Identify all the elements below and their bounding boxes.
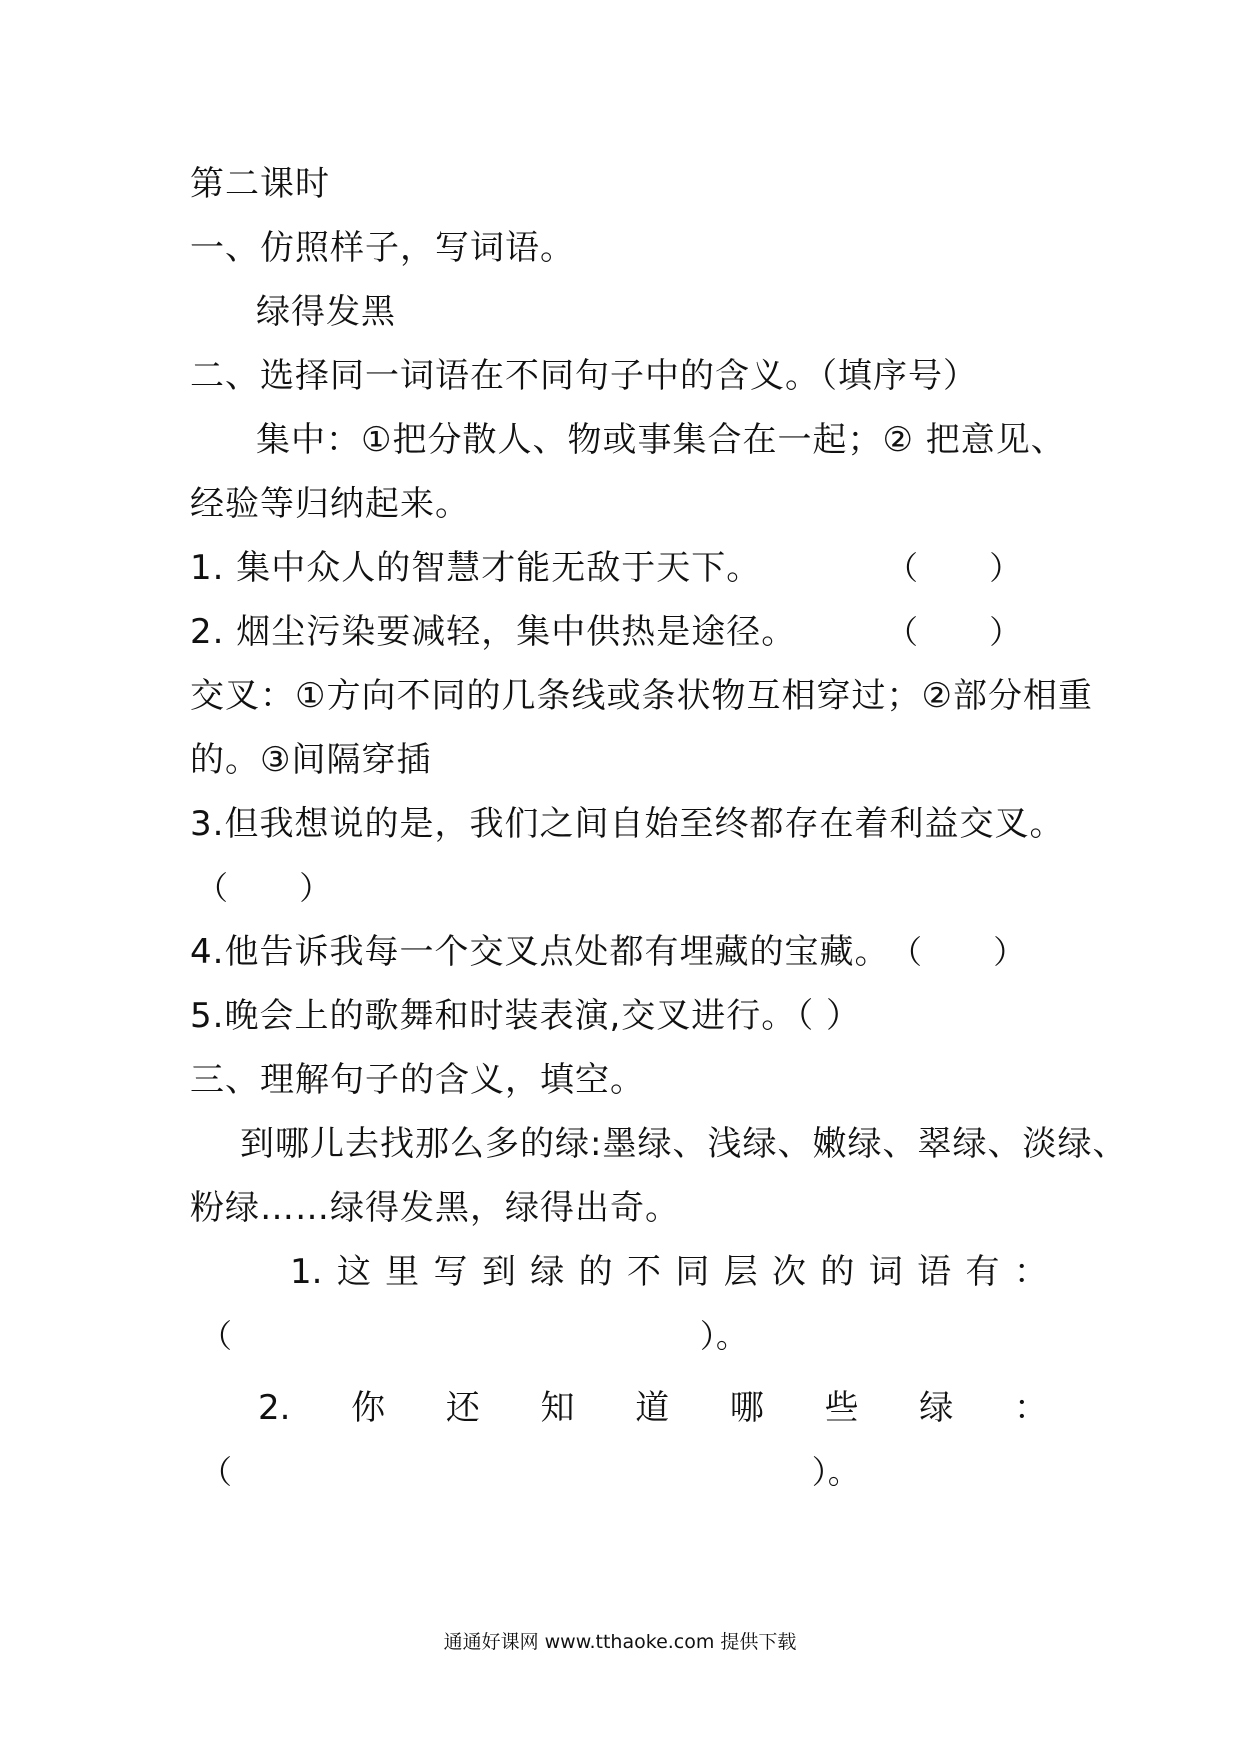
word: 写 <box>433 1252 468 1292</box>
word: 同 <box>675 1252 710 1292</box>
passage-line1: 到哪儿去找那么多的绿:墨绿、浅绿、嫩绿、翠绿、淡绿、 <box>240 1124 1128 1164</box>
download-footer: 通通好课网 www.tthaoke.com 提供下载 <box>443 1631 797 1653</box>
question-2-answer-blank[interactable]: （ ） <box>886 613 1022 651</box>
section-3-heading: 三、理解句子的含义，填空。 <box>190 1060 645 1100</box>
definition-jiaocha-line2: 的。③间隔穿插 <box>190 740 432 780</box>
question-3: 3.但我想说的是，我们之间自始至终都存在着利益交叉。 <box>190 804 1065 844</box>
word: 层 <box>723 1252 758 1292</box>
definition-jizhong-line2: 经验等归纳起来。 <box>190 484 470 524</box>
word: 绿 <box>530 1252 565 1292</box>
word: 你 <box>351 1388 386 1428</box>
word: 些 <box>824 1388 859 1428</box>
word: 2. <box>258 1388 291 1428</box>
word: 还 <box>445 1388 480 1428</box>
question-1-answer-blank[interactable]: （ ） <box>886 549 1022 587</box>
section-1-example: 绿得发黑 <box>256 292 396 332</box>
fill-question-1 <box>290 1252 1048 1292</box>
word: 道 <box>635 1388 670 1428</box>
word: 知 <box>540 1388 575 1428</box>
word: ： <box>1013 1252 1048 1292</box>
word: 次 <box>772 1252 807 1292</box>
passage-line2: 粉绿……绿得发黑，绿得出奇。 <box>190 1188 680 1228</box>
word: 不 <box>626 1252 661 1292</box>
definition-jizhong-line1: 集中：①把分散人、物或事集合在一起；② 把意见、 <box>256 420 1066 460</box>
fill-question-2-answer-blank[interactable]: （ ）。 <box>200 1453 860 1491</box>
question-3-answer-blank[interactable]: （ ） <box>196 869 332 907</box>
word: 哪 <box>729 1388 764 1428</box>
definition-jiaocha-line1: 交叉：①方向不同的几条线或条状物互相穿过；②部分相重 <box>190 676 1093 716</box>
word: 的 <box>820 1252 855 1292</box>
fill-question-1-answer-blank[interactable]: （ ）。 <box>200 1317 748 1355</box>
fill-question-2 <box>258 1388 1048 1428</box>
word: 词 <box>868 1252 903 1292</box>
question-5: 5.晚会上的歌舞和时装表演,交叉进行。（ ） <box>190 996 862 1036</box>
word: 里 <box>385 1252 420 1292</box>
question-4-answer-blank[interactable]: （ ） <box>890 933 1026 971</box>
word: 1. <box>290 1252 323 1292</box>
word: 的 <box>578 1252 613 1292</box>
word: 绿 <box>919 1388 954 1428</box>
question-4: 4.他告诉我每一个交叉点处都有埋藏的宝藏。 <box>190 932 890 972</box>
question-2: 2. 烟尘污染要减轻，集中供热是途径。 <box>190 612 797 652</box>
word: 有 <box>965 1252 1000 1292</box>
section-2-heading: 二、选择同一词语在不同句子中的含义。（填序号） <box>190 356 978 396</box>
section-1-heading: 一、仿照样子，写词语。 <box>190 228 575 268</box>
word: 到 <box>481 1252 516 1292</box>
word: ： <box>1013 1388 1048 1428</box>
word: 这 <box>336 1252 371 1292</box>
question-1: 1. 集中众人的智慧才能无敌于天下。 <box>190 548 762 588</box>
word: 语 <box>917 1252 952 1292</box>
lesson-title: 第二课时 <box>190 164 330 204</box>
